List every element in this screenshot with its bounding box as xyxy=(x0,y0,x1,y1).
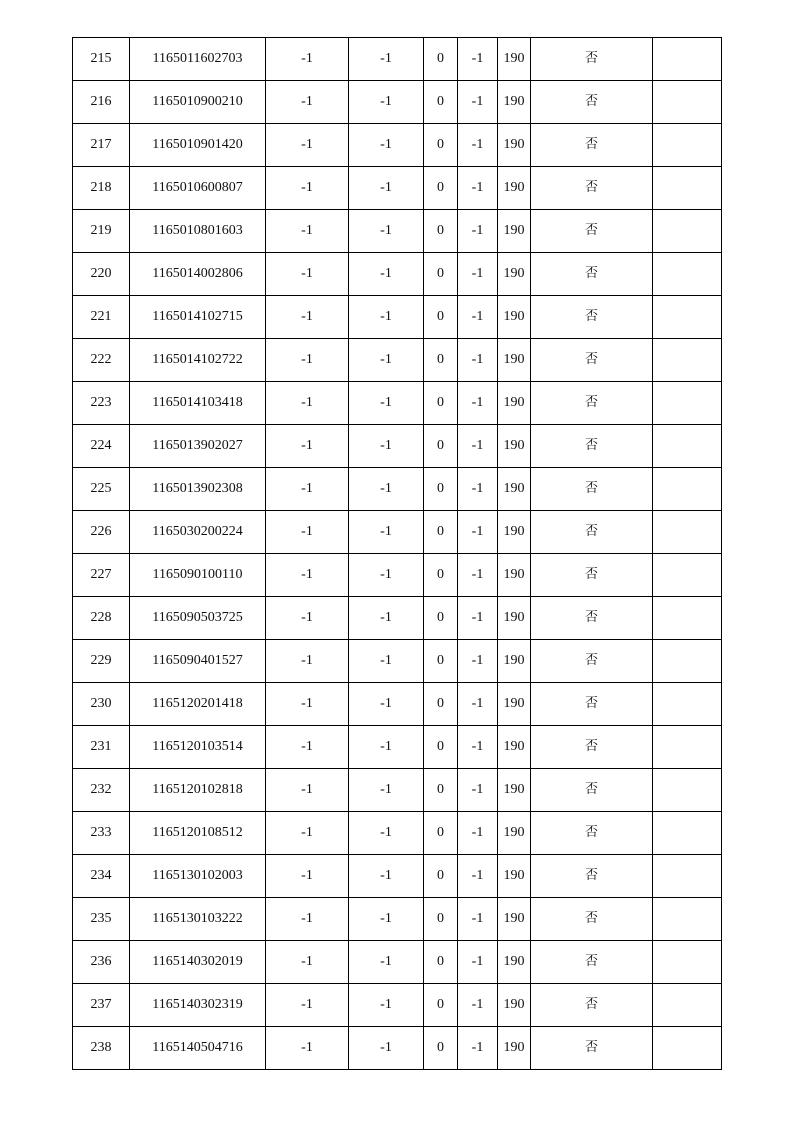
cell-value-e: 190 xyxy=(498,769,531,812)
cell-value-d: -1 xyxy=(458,769,498,812)
cell-value-c: 0 xyxy=(424,425,458,468)
cell-value-d: -1 xyxy=(458,296,498,339)
cell-note xyxy=(653,167,722,210)
cell-value-b: -1 xyxy=(349,382,424,425)
cell-flag: 否 xyxy=(531,597,653,640)
cell-value-d: -1 xyxy=(458,597,498,640)
cell-value-a: -1 xyxy=(266,210,349,253)
cell-flag: 否 xyxy=(531,296,653,339)
cell-note xyxy=(653,812,722,855)
cell-value-a: -1 xyxy=(266,640,349,683)
cell-value-c: 0 xyxy=(424,167,458,210)
cell-row-number: 237 xyxy=(73,984,130,1027)
table-body xyxy=(73,38,722,1070)
table-row xyxy=(73,769,722,812)
cell-value-b: -1 xyxy=(349,210,424,253)
cell-note xyxy=(653,511,722,554)
cell-note xyxy=(653,38,722,81)
cell-value-a: -1 xyxy=(266,941,349,984)
table-row xyxy=(73,296,722,339)
cell-value-a: -1 xyxy=(266,511,349,554)
cell-code: 1165013902027 xyxy=(130,425,266,468)
table-row xyxy=(73,382,722,425)
cell-value-e: 190 xyxy=(498,296,531,339)
cell-value-b: -1 xyxy=(349,554,424,597)
cell-code: 1165090503725 xyxy=(130,597,266,640)
cell-value-d: -1 xyxy=(458,941,498,984)
cell-value-a: -1 xyxy=(266,124,349,167)
table-row xyxy=(73,984,722,1027)
cell-row-number: 223 xyxy=(73,382,130,425)
cell-code: 1165013902308 xyxy=(130,468,266,511)
cell-flag: 否 xyxy=(531,210,653,253)
table-row xyxy=(73,468,722,511)
cell-value-a: -1 xyxy=(266,468,349,511)
cell-flag: 否 xyxy=(531,425,653,468)
cell-note xyxy=(653,124,722,167)
cell-value-b: -1 xyxy=(349,855,424,898)
cell-value-c: 0 xyxy=(424,984,458,1027)
cell-value-c: 0 xyxy=(424,769,458,812)
cell-value-d: -1 xyxy=(458,425,498,468)
cell-value-e: 190 xyxy=(498,941,531,984)
cell-value-b: -1 xyxy=(349,640,424,683)
cell-code: 1165030200224 xyxy=(130,511,266,554)
table-row xyxy=(73,167,722,210)
cell-value-a: -1 xyxy=(266,382,349,425)
cell-flag: 否 xyxy=(531,898,653,941)
cell-value-c: 0 xyxy=(424,124,458,167)
cell-value-e: 190 xyxy=(498,425,531,468)
cell-row-number: 225 xyxy=(73,468,130,511)
cell-note xyxy=(653,425,722,468)
cell-value-e: 190 xyxy=(498,468,531,511)
cell-value-d: -1 xyxy=(458,38,498,81)
cell-value-e: 190 xyxy=(498,339,531,382)
cell-value-b: -1 xyxy=(349,511,424,554)
cell-row-number: 230 xyxy=(73,683,130,726)
cell-flag: 否 xyxy=(531,855,653,898)
cell-flag: 否 xyxy=(531,167,653,210)
cell-value-a: -1 xyxy=(266,1027,349,1070)
cell-row-number: 228 xyxy=(73,597,130,640)
cell-note xyxy=(653,81,722,124)
cell-value-a: -1 xyxy=(266,167,349,210)
cell-value-b: -1 xyxy=(349,339,424,382)
cell-code: 1165090100110 xyxy=(130,554,266,597)
cell-code: 1165140302319 xyxy=(130,984,266,1027)
table-row xyxy=(73,253,722,296)
cell-flag: 否 xyxy=(531,124,653,167)
table-row xyxy=(73,1027,722,1070)
cell-value-a: -1 xyxy=(266,769,349,812)
cell-flag: 否 xyxy=(531,511,653,554)
cell-flag: 否 xyxy=(531,382,653,425)
cell-value-a: -1 xyxy=(266,726,349,769)
cell-value-e: 190 xyxy=(498,253,531,296)
cell-value-c: 0 xyxy=(424,855,458,898)
cell-value-e: 190 xyxy=(498,124,531,167)
cell-value-d: -1 xyxy=(458,984,498,1027)
cell-flag: 否 xyxy=(531,683,653,726)
cell-flag: 否 xyxy=(531,38,653,81)
cell-value-e: 190 xyxy=(498,554,531,597)
cell-flag: 否 xyxy=(531,468,653,511)
cell-code: 1165014102722 xyxy=(130,339,266,382)
cell-note xyxy=(653,554,722,597)
cell-note xyxy=(653,984,722,1027)
cell-flag: 否 xyxy=(531,941,653,984)
cell-value-d: -1 xyxy=(458,1027,498,1070)
cell-value-b: -1 xyxy=(349,253,424,296)
cell-value-e: 190 xyxy=(498,898,531,941)
cell-value-c: 0 xyxy=(424,941,458,984)
cell-row-number: 215 xyxy=(73,38,130,81)
cell-flag: 否 xyxy=(531,1027,653,1070)
cell-value-b: -1 xyxy=(349,597,424,640)
cell-value-e: 190 xyxy=(498,855,531,898)
table-row xyxy=(73,683,722,726)
cell-value-e: 190 xyxy=(498,812,531,855)
cell-row-number: 220 xyxy=(73,253,130,296)
cell-value-c: 0 xyxy=(424,296,458,339)
cell-value-a: -1 xyxy=(266,296,349,339)
cell-value-c: 0 xyxy=(424,210,458,253)
cell-value-b: -1 xyxy=(349,124,424,167)
table-row xyxy=(73,38,722,81)
cell-value-a: -1 xyxy=(266,38,349,81)
cell-flag: 否 xyxy=(531,812,653,855)
cell-value-a: -1 xyxy=(266,898,349,941)
cell-value-b: -1 xyxy=(349,683,424,726)
cell-row-number: 231 xyxy=(73,726,130,769)
cell-code: 1165014102715 xyxy=(130,296,266,339)
cell-value-a: -1 xyxy=(266,812,349,855)
cell-code: 1165130103222 xyxy=(130,898,266,941)
data-table xyxy=(72,37,722,1070)
cell-value-a: -1 xyxy=(266,554,349,597)
cell-value-e: 190 xyxy=(498,726,531,769)
cell-note xyxy=(653,855,722,898)
cell-value-b: -1 xyxy=(349,296,424,339)
cell-value-d: -1 xyxy=(458,167,498,210)
cell-row-number: 235 xyxy=(73,898,130,941)
cell-value-b: -1 xyxy=(349,81,424,124)
cell-code: 1165014002806 xyxy=(130,253,266,296)
table-row xyxy=(73,425,722,468)
cell-value-e: 190 xyxy=(498,38,531,81)
cell-row-number: 218 xyxy=(73,167,130,210)
cell-value-c: 0 xyxy=(424,1027,458,1070)
cell-value-b: -1 xyxy=(349,769,424,812)
cell-code: 1165010901420 xyxy=(130,124,266,167)
cell-value-d: -1 xyxy=(458,554,498,597)
table-row xyxy=(73,124,722,167)
cell-note xyxy=(653,339,722,382)
cell-value-b: -1 xyxy=(349,726,424,769)
cell-value-d: -1 xyxy=(458,253,498,296)
cell-note xyxy=(653,210,722,253)
cell-value-e: 190 xyxy=(498,640,531,683)
cell-row-number: 232 xyxy=(73,769,130,812)
cell-value-c: 0 xyxy=(424,554,458,597)
cell-value-e: 190 xyxy=(498,210,531,253)
cell-value-b: -1 xyxy=(349,984,424,1027)
cell-value-b: -1 xyxy=(349,812,424,855)
cell-note xyxy=(653,296,722,339)
cell-value-e: 190 xyxy=(498,984,531,1027)
cell-value-b: -1 xyxy=(349,425,424,468)
cell-flag: 否 xyxy=(531,81,653,124)
cell-row-number: 219 xyxy=(73,210,130,253)
cell-code: 1165010801603 xyxy=(130,210,266,253)
cell-value-d: -1 xyxy=(458,640,498,683)
cell-note xyxy=(653,683,722,726)
table-row xyxy=(73,855,722,898)
table-row xyxy=(73,554,722,597)
cell-value-e: 190 xyxy=(498,511,531,554)
cell-code: 1165140504716 xyxy=(130,1027,266,1070)
cell-value-e: 190 xyxy=(498,597,531,640)
cell-code: 1165120201418 xyxy=(130,683,266,726)
cell-value-b: -1 xyxy=(349,167,424,210)
cell-row-number: 236 xyxy=(73,941,130,984)
cell-value-b: -1 xyxy=(349,468,424,511)
table-row xyxy=(73,640,722,683)
cell-value-c: 0 xyxy=(424,898,458,941)
cell-code: 1165130102003 xyxy=(130,855,266,898)
cell-value-d: -1 xyxy=(458,124,498,167)
cell-row-number: 216 xyxy=(73,81,130,124)
cell-value-d: -1 xyxy=(458,812,498,855)
cell-value-b: -1 xyxy=(349,898,424,941)
cell-value-c: 0 xyxy=(424,640,458,683)
cell-note xyxy=(653,898,722,941)
cell-note xyxy=(653,597,722,640)
table-row xyxy=(73,941,722,984)
cell-row-number: 221 xyxy=(73,296,130,339)
cell-flag: 否 xyxy=(531,554,653,597)
cell-value-d: -1 xyxy=(458,339,498,382)
cell-value-a: -1 xyxy=(266,855,349,898)
cell-value-a: -1 xyxy=(266,253,349,296)
cell-value-b: -1 xyxy=(349,38,424,81)
cell-value-d: -1 xyxy=(458,468,498,511)
table-row xyxy=(73,210,722,253)
cell-value-c: 0 xyxy=(424,511,458,554)
cell-value-d: -1 xyxy=(458,210,498,253)
cell-value-e: 190 xyxy=(498,683,531,726)
cell-row-number: 224 xyxy=(73,425,130,468)
cell-value-c: 0 xyxy=(424,683,458,726)
table-row xyxy=(73,898,722,941)
cell-value-a: -1 xyxy=(266,425,349,468)
cell-code: 1165010600807 xyxy=(130,167,266,210)
cell-value-e: 190 xyxy=(498,81,531,124)
cell-flag: 否 xyxy=(531,984,653,1027)
cell-value-a: -1 xyxy=(266,81,349,124)
cell-code: 1165010900210 xyxy=(130,81,266,124)
cell-value-a: -1 xyxy=(266,339,349,382)
cell-row-number: 227 xyxy=(73,554,130,597)
cell-value-d: -1 xyxy=(458,382,498,425)
cell-code: 1165120103514 xyxy=(130,726,266,769)
cell-value-c: 0 xyxy=(424,597,458,640)
cell-note xyxy=(653,1027,722,1070)
cell-value-c: 0 xyxy=(424,81,458,124)
cell-value-d: -1 xyxy=(458,855,498,898)
cell-value-c: 0 xyxy=(424,253,458,296)
cell-value-b: -1 xyxy=(349,941,424,984)
cell-note xyxy=(653,640,722,683)
cell-value-d: -1 xyxy=(458,683,498,726)
cell-note xyxy=(653,941,722,984)
cell-note xyxy=(653,382,722,425)
cell-value-d: -1 xyxy=(458,898,498,941)
cell-flag: 否 xyxy=(531,769,653,812)
cell-row-number: 238 xyxy=(73,1027,130,1070)
cell-note xyxy=(653,769,722,812)
cell-flag: 否 xyxy=(531,339,653,382)
cell-value-d: -1 xyxy=(458,511,498,554)
cell-code: 1165140302019 xyxy=(130,941,266,984)
cell-row-number: 233 xyxy=(73,812,130,855)
cell-value-a: -1 xyxy=(266,597,349,640)
cell-value-d: -1 xyxy=(458,726,498,769)
cell-code: 1165120108512 xyxy=(130,812,266,855)
table-row xyxy=(73,511,722,554)
cell-row-number: 222 xyxy=(73,339,130,382)
cell-value-e: 190 xyxy=(498,382,531,425)
table-row xyxy=(73,726,722,769)
cell-value-c: 0 xyxy=(424,812,458,855)
cell-row-number: 229 xyxy=(73,640,130,683)
cell-value-e: 190 xyxy=(498,1027,531,1070)
cell-code: 1165011602703 xyxy=(130,38,266,81)
cell-value-c: 0 xyxy=(424,339,458,382)
table-row xyxy=(73,339,722,382)
cell-value-e: 190 xyxy=(498,167,531,210)
cell-note xyxy=(653,726,722,769)
cell-value-c: 0 xyxy=(424,38,458,81)
cell-code: 1165090401527 xyxy=(130,640,266,683)
cell-row-number: 217 xyxy=(73,124,130,167)
cell-note xyxy=(653,468,722,511)
cell-row-number: 226 xyxy=(73,511,130,554)
table-row xyxy=(73,597,722,640)
cell-value-c: 0 xyxy=(424,468,458,511)
cell-code: 1165014103418 xyxy=(130,382,266,425)
cell-code: 1165120102818 xyxy=(130,769,266,812)
cell-flag: 否 xyxy=(531,726,653,769)
cell-value-c: 0 xyxy=(424,726,458,769)
table-row xyxy=(73,81,722,124)
cell-flag: 否 xyxy=(531,253,653,296)
cell-value-b: -1 xyxy=(349,1027,424,1070)
cell-flag: 否 xyxy=(531,640,653,683)
cell-row-number: 234 xyxy=(73,855,130,898)
cell-value-d: -1 xyxy=(458,81,498,124)
table-row xyxy=(73,812,722,855)
cell-value-a: -1 xyxy=(266,984,349,1027)
cell-value-a: -1 xyxy=(266,683,349,726)
cell-note xyxy=(653,253,722,296)
cell-value-c: 0 xyxy=(424,382,458,425)
